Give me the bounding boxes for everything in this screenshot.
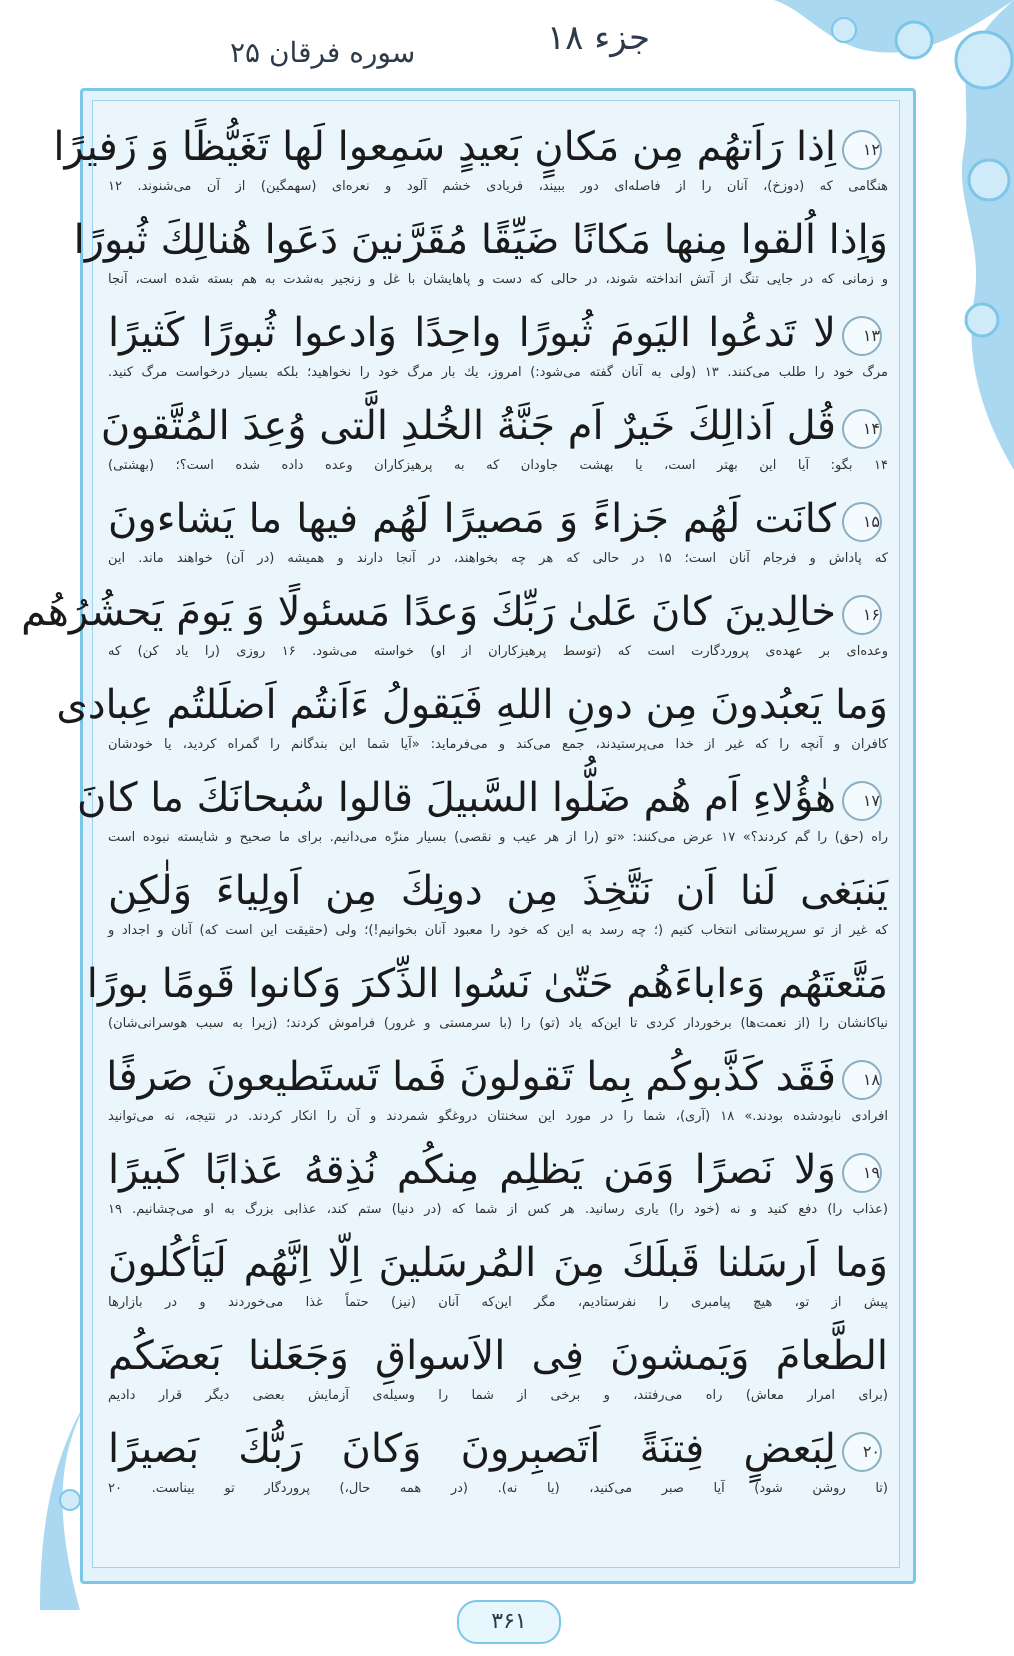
verse-line — [108, 1329, 888, 1383]
translation-line: کافران و آنچه را که غیر از خدا می‌پرستیدند، جمع می‌کند و می‌فرماید: «آیا شما این بندگانم را گمراه کردید، یا خودشان — [108, 737, 888, 752]
verse-line — [56, 678, 888, 732]
verse-number-marker: ۱۹ — [842, 1153, 882, 1193]
verse-text: قُل اَذالِكَ خَيرٌ اَم جَنَّةُ الخُلدِ الَّتی وُعِدَ المُتَّقونَ — [100, 403, 836, 449]
verse-text: وَلا نَصرًا وَمَن يَظلِم مِنكُم نُذِقهُ عَذابًا كَبيرًا — [108, 1147, 836, 1193]
verse-text: فَقَد كَذَّبوكُم بِما تَقولونَ فَما تَستَطيعونَ صَرفًا — [106, 1054, 836, 1100]
verse-line — [86, 957, 888, 1011]
translation-line: (تا روشن شود) آیا صبر می‌کنید، (یا نه). (در همه حال،) پروردگار تو بیناست. ۲۰ — [108, 1481, 888, 1496]
verse-text: خالِدينَ كانَ عَلىٰ رَبِّكَ وَعدًا مَسئولًا وَ يَومَ يَحشُرُهُم — [21, 589, 836, 635]
verse-line — [108, 306, 888, 360]
juz-label: جزء ۱۸ — [546, 18, 650, 58]
verse-number-marker: ۱۲ — [842, 130, 882, 170]
verse-text: يَنبَغی لَنا اَن نَتَّخِذَ مِن دونِكَ مِن اَولِياءَ وَلٰكِن — [108, 868, 888, 914]
translation-line: مرگ خود را طلب می‌کنند. ۱۳ (ولی به آنان گفته می‌شود:) امروز، یك بار مرگ خود را نخواهید؛ بلکه بسیار درخواست مرگ کنید. — [108, 365, 888, 380]
verse-line — [108, 1422, 888, 1476]
verse-number-marker: ۱۷ — [842, 781, 882, 821]
verse-number-marker: ۱۵ — [842, 502, 882, 542]
translation-line: راه (حق) را گم کردند؟» ۱۷ عرض می‌کنند: «تو (را از هر عیب و نقصی) بسیار منزّه می‌دانیم. برای ما صحیح و شایسته نبوده است — [108, 830, 888, 845]
translation-line: افرادی نابودشده بودند.» ۱۸ (آری)، شما را در مورد این سخنتان دروغگو شمردند و آن را انکار کردند. در نتیجه، نه می‌توانید — [108, 1109, 888, 1124]
surah-label: سوره فرقان ۲۵ — [230, 36, 416, 69]
translation-line: نیاکانشان را (از نعمت‌ها) برخوردار کردی تا این‌که یاد (تو) را (با سرمستی و غرور) فراموش کردند؛ (زیرا به سبب هوسرانی‌شان) — [108, 1016, 888, 1031]
verse-number-marker: ۱۸ — [842, 1060, 882, 1100]
verse-text: هٰؤُلاءِ اَم هُم ضَلُّوا السَّبيلَ قالوا سُبحانَكَ ما كانَ — [76, 775, 836, 821]
verse-line — [108, 1236, 888, 1290]
verse-number-marker: ۱۴ — [842, 409, 882, 449]
verse-line — [53, 120, 888, 174]
translation-line: ۱۴ بگو: آیا این بهتر است، یا بهشت جاودان که به پرهیزکاران وعده داده شده است؟؛ (بهشتی) — [108, 458, 888, 473]
verse-line — [108, 492, 888, 546]
translation-line: پیش از تو، هیچ پیامبری را نفرستادیم، مگر این‌که آنان (نیز) حتماً غذا می‌خوردند و در بازارها — [108, 1295, 888, 1310]
verse-number-marker: ۲۰ — [842, 1432, 882, 1472]
translation-line: که پاداش و فرجام آنان است؛ ۱۵ در حالی که هر چه بخواهند، در آنجا دارند و همیشه (در آن) خواهند ماند. این — [108, 551, 888, 566]
verse-line — [73, 213, 888, 267]
verse-line — [76, 771, 888, 825]
translation-line: هنگامی که (دوزخ)، آنان را از فاصله‌ای دور ببیند، فریادی خشم آلود و نعره‌ای (سهمگین) از آن می‌شنوند. ۱۲ — [108, 179, 888, 194]
verse-line — [100, 399, 888, 453]
verse-text: مَتَّعتَهُم وَءاباءَهُم حَتّىٰ نَسُوا الذِّكرَ وَكانوا قَومًا بورًا — [86, 961, 888, 1007]
translation-line: (عذاب را) دفع کنید و نه (خود را) یاری رسانید. هر کس از شما که (در دنیا) ستم کند، عذابی بزرگ به او می‌چشانیم. ۱۹ — [108, 1202, 888, 1217]
verse-line — [108, 864, 888, 918]
verse-number-marker: ۱۳ — [842, 316, 882, 356]
translation-line: (برای امرار معاش) راه می‌رفتند، و برخی از شما را وسیله‌ی آزمایش بعضی دیگر قرار دادیم — [108, 1388, 888, 1403]
page-number: ۳۶۱ — [457, 1600, 561, 1644]
verse-text: اِذا رَاَتهُم مِن مَكانٍ بَعيدٍ سَمِعوا لَها تَغَيُّظًا وَ زَفيرًا — [53, 124, 836, 170]
verse-line — [108, 1050, 888, 1104]
verse-text: وَاِذا اُلقوا مِنها مَكانًا ضَيِّقًا مُقَرَّنينَ دَعَوا هُنالِكَ ثُبورًا — [73, 217, 888, 263]
translation-line: وعده‌ای بر عهده‌ی پروردگارت است که (توسط پرهیزکاران از او) خواسته می‌شود. ۱۶ روزی (را یاد کن) که — [108, 644, 888, 659]
verse-line — [21, 585, 888, 639]
verse-text: وَما يَعبُدونَ مِن دونِ اللهِ فَيَقولُ ءَاَنتُم اَضلَلتُم عِبادی — [56, 682, 888, 728]
page-header — [230, 18, 650, 78]
text-area — [21, 120, 898, 1560]
verse-text: لِبَعضٍ فِتنَةً اَتَصبِرونَ وَكانَ رَبُّكَ بَصيرًا — [108, 1426, 836, 1472]
verse-text: وَما اَرسَلنا قَبلَكَ مِنَ المُرسَلينَ اِلّا اِنَّهُم لَيَأكُلونَ — [108, 1240, 888, 1286]
verse-text: الطَّعامَ وَيَمشونَ فِی الاَسواقِ وَجَعَلنا بَعضَكُم — [108, 1333, 888, 1379]
verse-text: لا تَدعُوا اليَومَ ثُبورًا واحِدًا وَادعوا ثُبورًا كَثيرًا — [108, 310, 836, 356]
verse-text: كانَت لَهُم جَزاءً وَ مَصيرًا لَهُم فيها ما يَشاءونَ — [108, 496, 836, 542]
translation-line: که غیر از تو سرپرستانی انتخاب کنیم (؛ چه رسد به این که خود را معبود آنان بخوانیم!)؛ ولی (حقیقت این است که) آنان و اجداد و — [108, 923, 888, 938]
translation-line: و زمانی که در جایی تنگ از آتش انداخته شوند، در حالی که دست و پاهایشان با غل و زنجیر به‌شدت به هم بسته شده است، آنجا — [108, 272, 888, 287]
verse-number-marker: ۱۶ — [842, 595, 882, 635]
verse-line — [108, 1143, 888, 1197]
